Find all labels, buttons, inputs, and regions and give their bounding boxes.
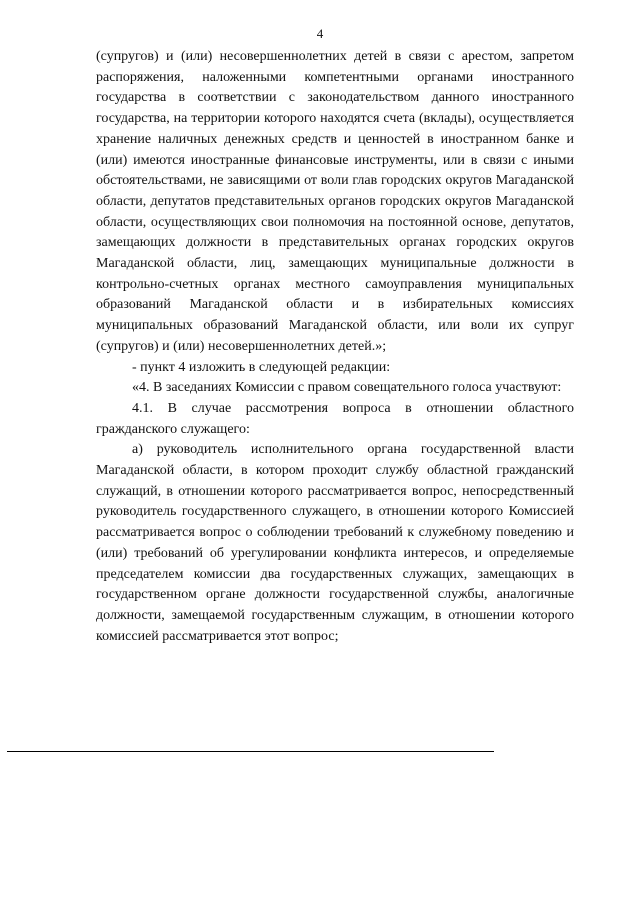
paragraph-amendment-point-4: - пункт 4 изложить в следующей редакции: [132,359,391,375]
paragraph-clause-4-1: 4.1. В случае рассмотрения вопроса в отношении областного гражданского служащего: [96,400,574,437]
paragraph-subclause-a: а) руководитель исполнительного органа государственной власти Магаданской области, в котором проходит службу областной гражданский служащий, в отношении которого рассматривается вопрос, непосредственный руководитель государственного служащего, в отношении которого Комиссией рассматривается вопрос о соблюдении требований к служебному поведению и (или) требований об урегулировании конфликта интересов, и определяемые председателем комиссии два государственных служащих, замещающих в государственном органе должности государственной службы, аналогичные должности, замещаемой государственным служащим, в отношении которого комиссией рассматривается этот вопрос; [96,442,574,644]
page-number: 4 [316,26,324,41]
document-body [96,47,574,647]
footer-divider-line [7,751,494,752]
paragraph-continuation: (супругов) и (или) несовершеннолетних детей в связи с арестом, запретом распоряжения, наложенными компетентными органами иностранного государства в соответствии с законодательством данного иностранного государства, на территории которого находятся счета (вклады), осуществляется хранение наличных денежных средств и ценностей в иностранном банке и (или) имеются иностранные финансовые инструменты, или в связи с иными обстоятельствами, не зависящими от воли глав городских округов Магаданской области, депутатов представительных органов городских округов Магаданской области, осуществляющих свои полномочия на постоянной основе, депутатов, замещающих должности в представительных органах городских округов Магаданской области, лиц, замещающих муниципальные должности в контрольно-счетных органах местного самоуправления муниципальных образований Магаданской области и в избирательных комиссиях муниципальных образований Магаданской области, или воли их супруг (супругов) и (или) несовершеннолетних детей.»; [96,49,574,354]
paragraph-clause-4: «4. В заседаниях Комиссии с правом совещательного голоса участвуют: [132,380,562,396]
